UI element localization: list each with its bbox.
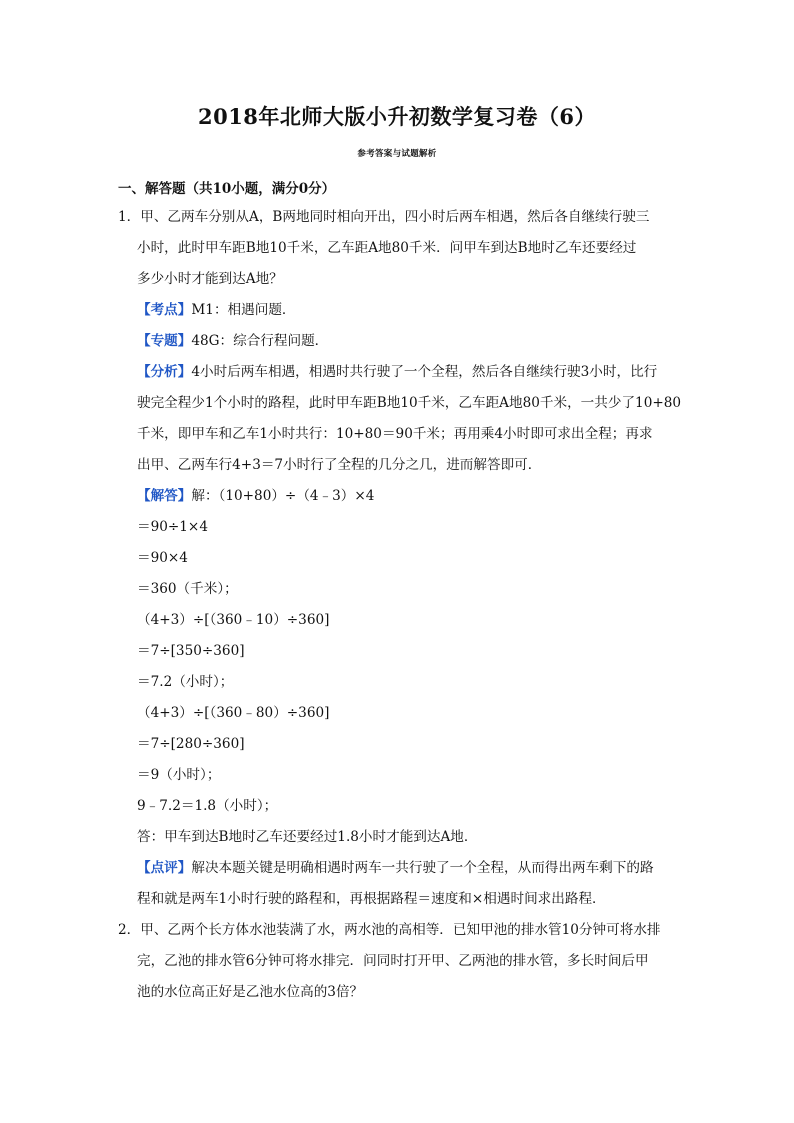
jieda-step: ＝7÷[280÷360]: [137, 736, 245, 752]
kaodian-tag: 【考点】: [137, 302, 192, 318]
jieda-tag: 【解答】: [137, 488, 192, 504]
dianping-line-1: [137, 859, 654, 877]
question-2-line-2: 完，乙池的排水管6分钟可将水排完．问同时打开甲、乙两池的排水管，多长时间后甲: [137, 953, 649, 969]
jieda-step: ＝7÷[350÷360]: [137, 643, 245, 659]
jieda-step: ＝360（千米）；: [137, 581, 238, 597]
jieda-step: ＝90×4: [137, 550, 188, 566]
fenxi-line-1: [137, 363, 657, 381]
question-1-number: 1．: [118, 209, 141, 225]
fenxi-line-3: 千米，即甲车和乙车1小时共行：10+80＝90千米；再用乘4小时即可求出全程；再求: [137, 426, 653, 442]
question-1-line-3: 多少小时才能到达A地？: [137, 271, 283, 287]
kaodian-line: [137, 301, 296, 319]
jieda-step: ＝90÷1×4: [137, 519, 208, 535]
dianping-line-2: 程和就是两车1小时行驶的路程和，再根据路程＝速度和×相遇时间求出路程．: [137, 891, 606, 907]
fenxi-tag: 【分析】: [137, 364, 192, 380]
document-title: 2018年北师大版小升初数学复习卷（6）: [197, 104, 597, 129]
jieda-step: （4+3）÷[（360﹣10）÷360]: [137, 612, 330, 628]
jieda-answer: 答：甲车到达B地时乙车还要经过1.8小时才能到达A地．: [137, 829, 478, 845]
jieda-text: 解：（10+80）÷（4﹣3）×4: [191, 488, 375, 504]
jieda-step: （4+3）÷[（360﹣80）÷360]: [137, 705, 330, 721]
fenxi-text: 4小时后两车相遇，相遇时共行驶了一个全程，然后各自继续行驶3小时，比行: [191, 364, 658, 380]
question-1-line-2: 小时，此时甲车距B地10千米，乙车距A地80千米．问甲车到达B地时乙车还要经过: [137, 240, 637, 256]
question-1-line-1: [118, 208, 649, 226]
fenxi-line-4: 出甲、乙两车行4+3＝7小时行了全程的几分之几，进而解答即可．: [137, 457, 542, 473]
jieda-step: ＝9（小时）；: [137, 767, 221, 783]
jieda-step: 9﹣7.2＝1.8（小时）；: [137, 798, 278, 814]
zhuanti-line: [137, 332, 328, 350]
question-2-line-1: [118, 921, 661, 939]
section-heading: 一、解答题（共10小题，满分0分）: [118, 181, 336, 197]
document-subtitle: 参考答案与试题解析: [357, 149, 437, 159]
fenxi-line-2: 驶完全程少1个小时的路程，此时甲车距B地10千米，乙车距A地80千米，一共少了10+80: [137, 395, 682, 411]
zhuanti-tag: 【专题】: [137, 333, 192, 349]
zhuanti-text: 48G：综合行程问题．: [191, 333, 329, 349]
dianping-text: 解决本题关键是明确相遇时两车一共行驶了一个全程，从而得出两车剩下的路: [191, 860, 654, 876]
kaodian-text: M1：相遇问题．: [191, 302, 296, 318]
question-2-stem: 甲、乙两个长方体水池装满了水，两水池的高相等．已知甲池的排水管10分钟可将水排: [140, 922, 661, 938]
question-1-stem: 甲、乙两车分别从A，B两地同时相向开出，四小时后两车相遇，然后各自继续行驶三: [140, 209, 650, 225]
question-2-number: 2．: [118, 922, 141, 938]
dianping-tag: 【点评】: [137, 860, 192, 876]
question-2-line-3: 池的水位高正好是乙池水位高的3倍？: [137, 984, 364, 1000]
jieda-step: ＝7.2（小时）；: [137, 674, 234, 690]
jieda-line-1: [137, 487, 374, 505]
